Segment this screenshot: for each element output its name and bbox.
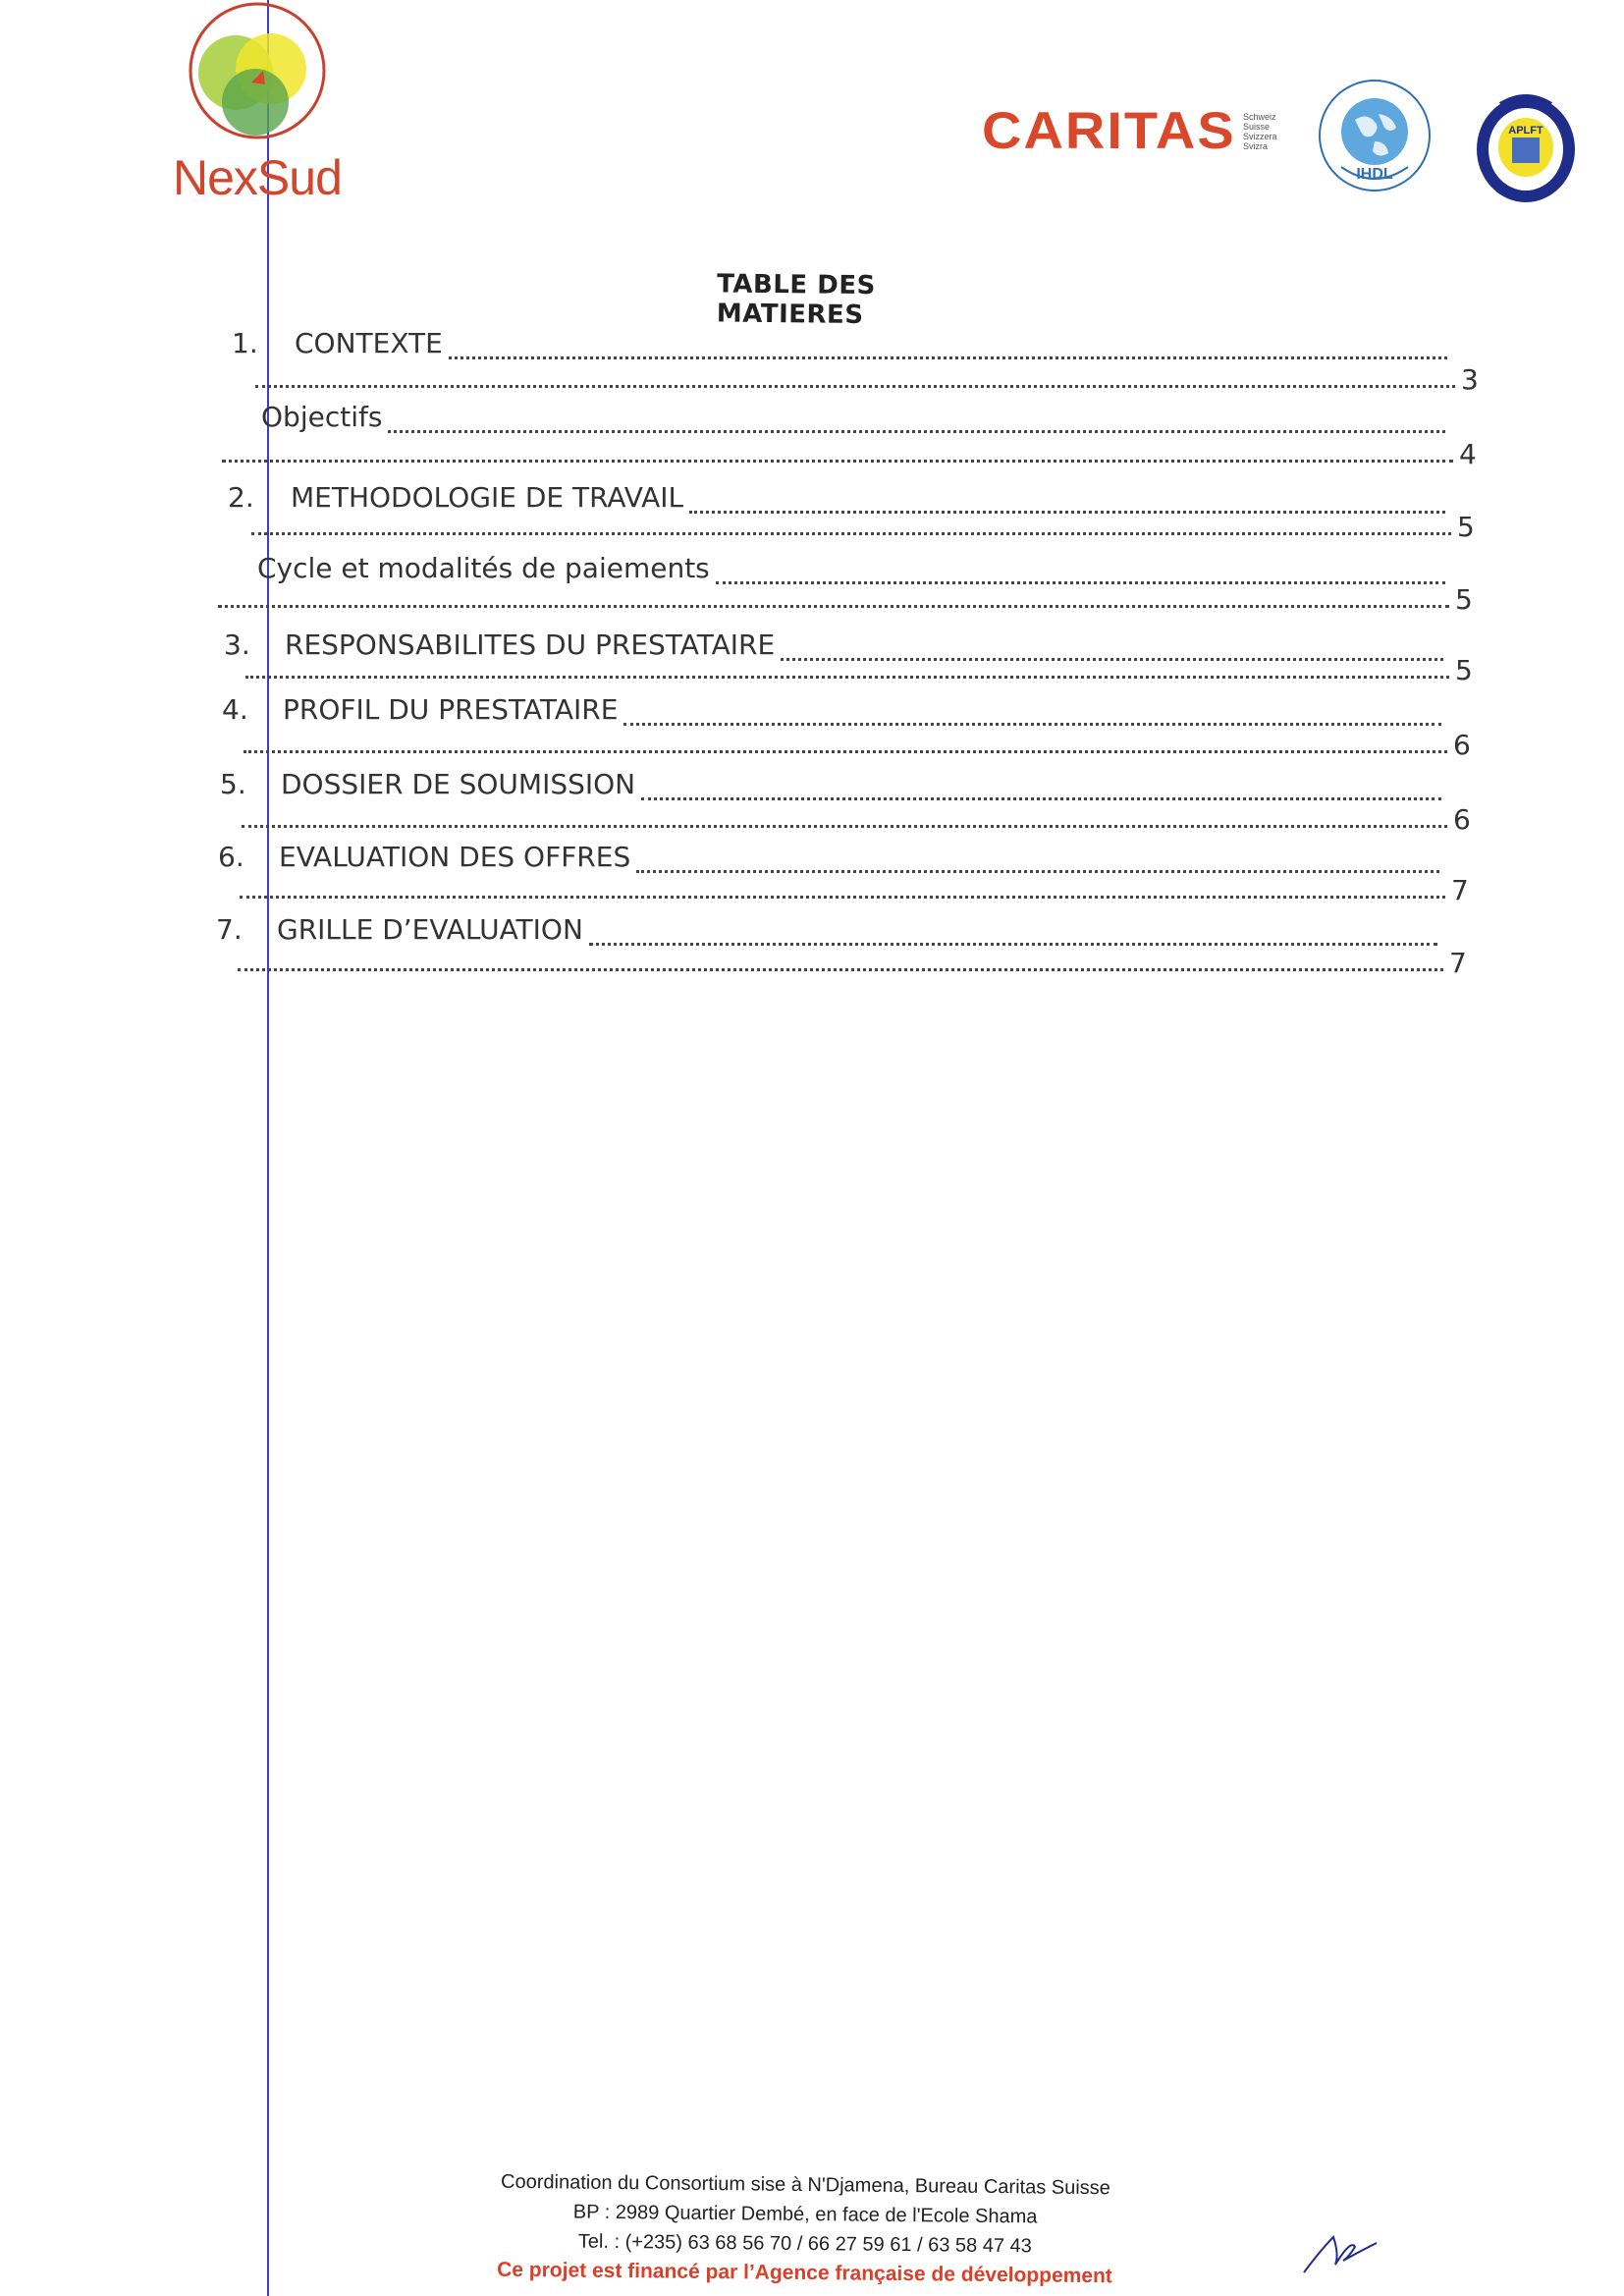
toc-leader-dots xyxy=(636,868,1439,873)
caritas-lang: Suisse xyxy=(1243,122,1271,132)
toc-leader-dots xyxy=(589,941,1437,946)
toc-leader-dots xyxy=(641,795,1441,800)
toc-entry-number: 6. xyxy=(218,841,244,873)
toc-entry-label: DOSSIER DE SOUMISSION xyxy=(281,768,636,800)
footer-address: Coordination du Consortium sise à N'Djamena, Bureau Caritas Suisse xyxy=(500,2170,1110,2200)
toc-entry-label: GRILLE D’EVALUATION xyxy=(277,913,583,946)
toc-entry-label: EVALUATION DES OFFRES xyxy=(279,841,631,873)
toc-entry-page: 5 xyxy=(1455,654,1473,686)
toc-entry-page: 3 xyxy=(1461,363,1479,396)
toc-entry-number: 7. xyxy=(216,913,243,946)
toc-leader-dots xyxy=(623,721,1441,726)
toc-entry-page: 5 xyxy=(1457,511,1475,543)
ihdl-acronym: IHDL xyxy=(1356,166,1393,183)
toc-entry[interactable] xyxy=(0,327,1624,406)
toc-leader-dots xyxy=(218,603,1449,608)
caritas-lang: Schweiz xyxy=(1243,112,1276,122)
toc-entry-label: RESPONSABILITES DU PRESTATAIRE xyxy=(285,629,776,661)
toc-leader-dots xyxy=(251,530,1451,535)
initials-signature xyxy=(1296,2210,1384,2278)
toc-entry[interactable] xyxy=(0,768,1624,847)
toc-leader-dots xyxy=(238,966,1443,971)
toc-entry-number: 1. xyxy=(232,327,258,359)
ihdl-logo xyxy=(1316,77,1434,194)
toc-entry-label: PROFIL DU PRESTATAIRE xyxy=(283,693,619,726)
footer-phone: Tel. : (+235) 63 68 56 70 / 66 27 59 61 / 63 58 47 43 xyxy=(577,2230,1032,2258)
caritas-wordmark: CARITAS xyxy=(982,100,1236,160)
toc-entry[interactable] xyxy=(0,401,1624,479)
toc-leader-dots xyxy=(689,509,1445,514)
toc-leader-dots xyxy=(244,748,1447,753)
caritas-lang: Svizzera xyxy=(1243,132,1277,141)
toc-entry-number: 3. xyxy=(224,629,250,661)
aplft-acronym: APLFT xyxy=(1508,125,1543,137)
toc-entry-label: Objectifs xyxy=(261,401,383,433)
toc-leader-dots xyxy=(781,656,1443,661)
toc-entry[interactable] xyxy=(0,693,1624,772)
toc-entry-page: 7 xyxy=(1451,874,1469,906)
toc-entry-number: 2. xyxy=(228,481,254,514)
toc-leader-dots xyxy=(222,458,1453,463)
caritas-languages xyxy=(1243,112,1282,151)
footer-funding: Ce projet est financé par l’Agence française de développement xyxy=(497,2258,1112,2288)
toc-leader-dots xyxy=(716,579,1445,584)
toc-entry[interactable] xyxy=(0,913,1624,992)
toc-entry-page: 5 xyxy=(1455,583,1473,616)
toc-title: TABLE DES MATIERES xyxy=(716,269,876,330)
toc-entry[interactable] xyxy=(0,481,1624,560)
toc-entry[interactable] xyxy=(0,552,1624,630)
toc-entry-number: 5. xyxy=(220,768,246,800)
nexsud-wordmark: NexSud xyxy=(173,150,342,205)
toc-leader-dots xyxy=(449,355,1447,359)
toc-entry-page: 6 xyxy=(1453,729,1471,761)
toc-entry-label: CONTEXTE xyxy=(295,327,443,359)
toc-entry[interactable] xyxy=(0,841,1624,919)
toc-entry-page: 6 xyxy=(1453,803,1471,836)
page-footer xyxy=(431,2166,1178,2292)
toc-leader-dots xyxy=(240,894,1445,899)
toc-leader-dots xyxy=(242,823,1447,828)
toc-leader-dots xyxy=(255,383,1455,388)
toc-leader-dots xyxy=(245,674,1449,679)
toc-entry-label: Cycle et modalités de paiements xyxy=(257,552,710,584)
toc-leader-dots xyxy=(388,428,1445,433)
toc-entry-number: 4. xyxy=(222,693,248,726)
aplft-logo xyxy=(1471,86,1581,206)
toc-entry-page: 4 xyxy=(1459,438,1477,470)
footer-bp: BP : 2989 Quartier Dembé, en face de l'Ecole Shama xyxy=(572,2201,1038,2228)
caritas-lang: Svizra xyxy=(1243,141,1269,151)
toc-entry-page: 7 xyxy=(1449,947,1467,979)
toc-entry-label: METHODOLOGIE DE TRAVAIL xyxy=(291,481,684,514)
